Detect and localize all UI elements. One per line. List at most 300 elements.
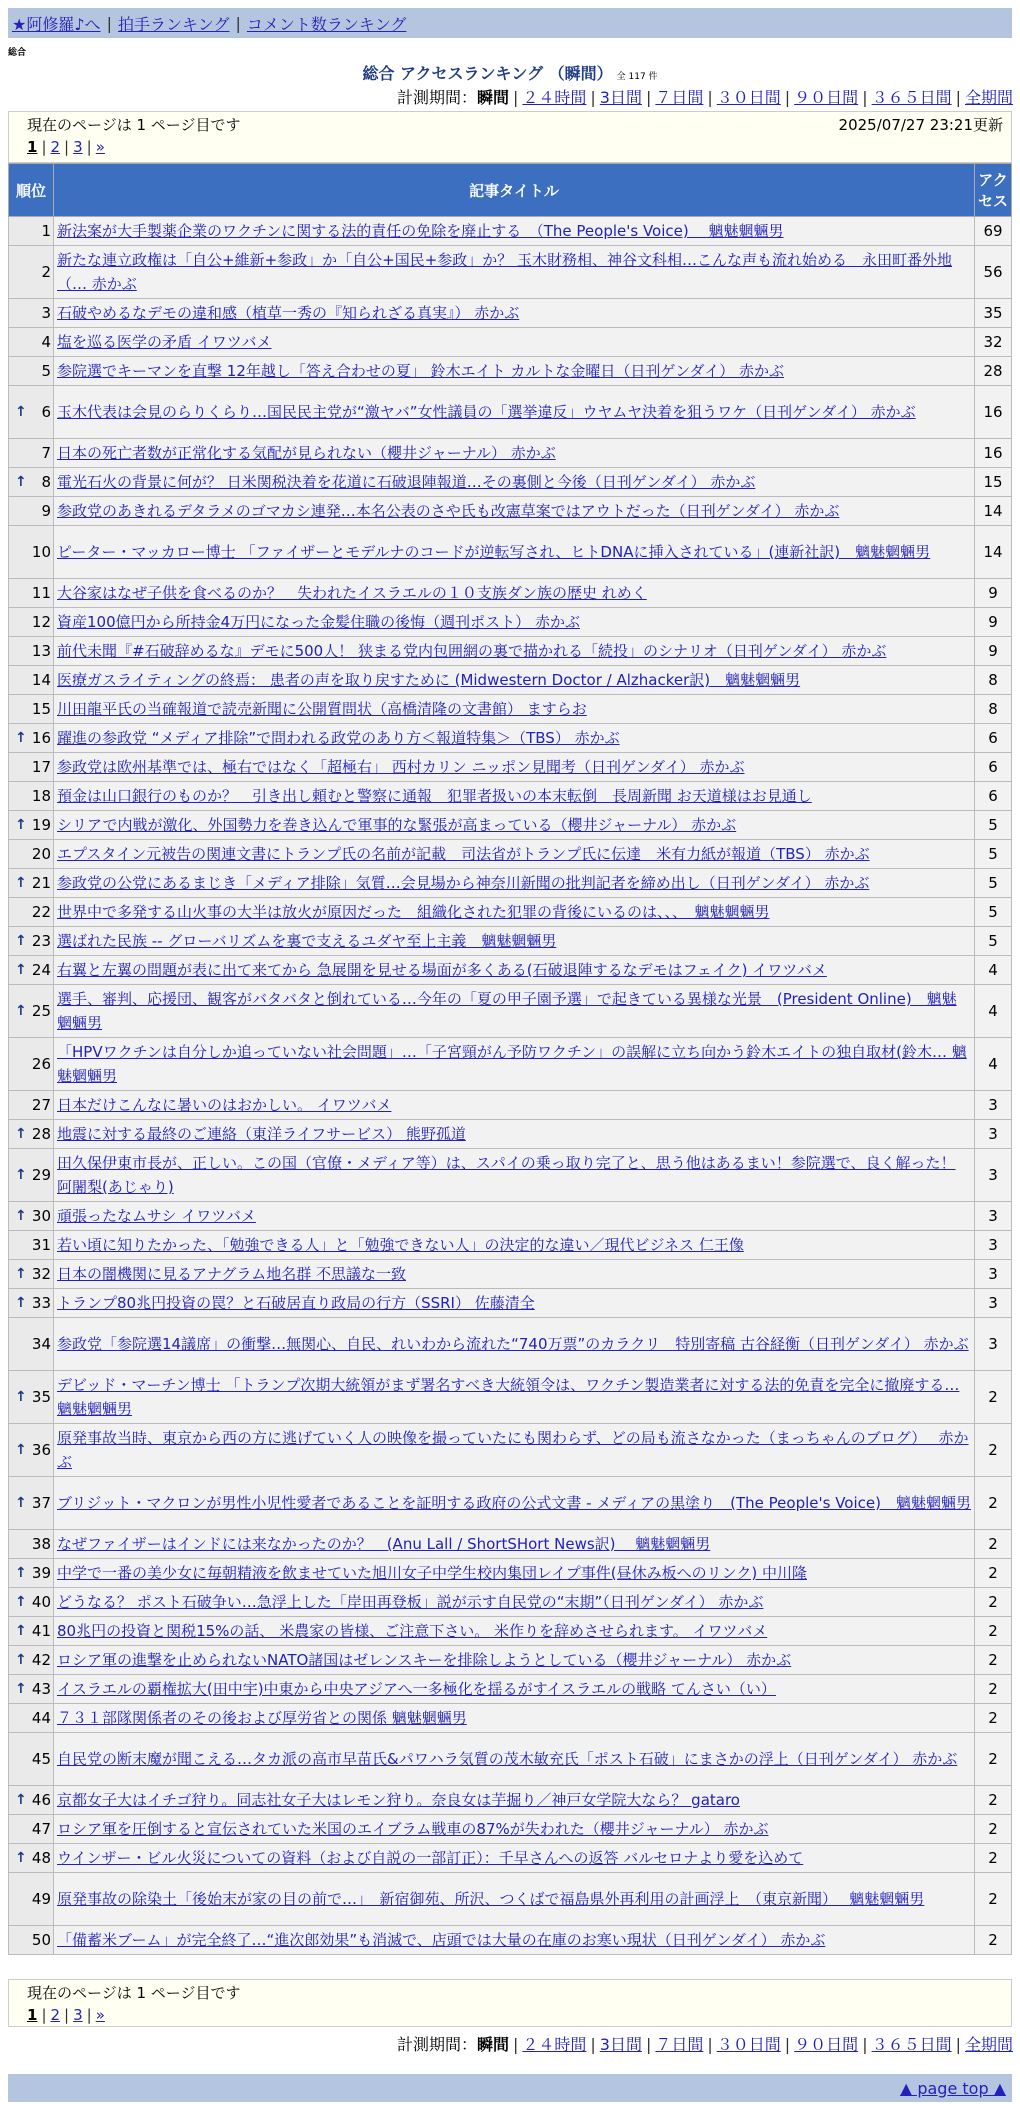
period-link[interactable]: ３６５日間 (871, 88, 952, 107)
rank-number: 17 (31, 758, 51, 776)
table-row (9, 782, 1012, 811)
title-cell (54, 1844, 975, 1873)
rank-number: 8 (41, 473, 51, 491)
period-link[interactable]: ３６５日間 (871, 2035, 952, 2054)
access-count: 3 (975, 1231, 1012, 1260)
rank-cell (9, 898, 54, 927)
period-current: 瞬間 (476, 2035, 509, 2054)
article-link[interactable]: 田久保伊東市長が、正しい。この国（官僚・メディア等）は、スパイの乗っ取り完了と、思う他はあるまい！参院選で、良く解った！ 阿闍梨(あじゃり) (57, 1154, 956, 1196)
rank-number: 15 (31, 700, 51, 718)
applause-ranking-link[interactable]: 拍手ランキング (117, 14, 230, 34)
updated-timestamp: 2025/07/27 23:21更新 (838, 116, 1003, 134)
current-page-text: 現在のページは 1 ページ目です (27, 116, 241, 134)
article-link[interactable]: ロシア軍を圧倒すると宣伝されていた米国のエイブラム戦車の87%が失われた（櫻井ジャーナル） 赤かぶ (57, 1820, 769, 1838)
table-row (9, 246, 1012, 299)
access-count: 16 (975, 386, 1012, 439)
period-separator: | (784, 2035, 791, 2054)
period-link[interactable]: 3日間 (599, 88, 642, 107)
access-count: 2 (975, 1530, 1012, 1559)
article-link[interactable]: エプスタイン元被告の関連文書にトランプ氏の名前が記載 司法省がトランプ氏に伝達 米有力紙が報道（TBS） 赤かぶ (57, 845, 870, 863)
table-row (9, 1202, 1012, 1231)
article-link[interactable]: どうなる？ ポスト石破争い…急浮上した「岸田再登板」説が示す自民党の“末期”（日刊ゲンダイ） 赤かぶ (57, 1593, 764, 1611)
article-link[interactable]: 京都女子大はイチゴ狩り。同志社女子大はレモン狩り。奈良女は芋掘り／神戸女学院大なら？ gataro (57, 1791, 740, 1809)
table-row (9, 695, 1012, 724)
table-row (9, 1260, 1012, 1289)
article-link[interactable]: 若い頃に知りたかった、「勉強できる人」と「勉強できない人」の決定的な違い／現代ビジネス 仁王像 (57, 1236, 744, 1254)
rank-up-arrow-icon: ↑ (15, 817, 27, 833)
rank-up-arrow-icon: ↑ (15, 1126, 27, 1142)
title-cell (54, 1038, 975, 1091)
article-link[interactable]: 自民党の断末魔が聞こえる…タカ派の高市早苗氏&パワハラ気質の茂木敏充氏「ポスト石破」にまさかの浮上（日刊ゲンダイ） 赤かぶ (57, 1750, 958, 1768)
rank-up-arrow-icon: ↑ (15, 875, 27, 891)
title-cell (54, 1091, 975, 1120)
table-row (9, 1091, 1012, 1120)
rank-cell (9, 328, 54, 357)
rank-cell (9, 927, 54, 956)
access-count: 9 (975, 608, 1012, 637)
rank-cell (9, 1038, 54, 1091)
access-count: 2 (975, 1371, 1012, 1424)
rank-number: 50 (31, 1931, 51, 1949)
title-cell (54, 1231, 975, 1260)
access-count: 69 (975, 217, 1012, 246)
rank-number: 5 (41, 362, 51, 380)
access-count: 32 (975, 328, 1012, 357)
pagination (27, 2006, 1003, 2024)
title-cell (54, 468, 975, 497)
period-label: 計測期間： (396, 2035, 477, 2054)
total-count: 全 117 件 (616, 72, 658, 82)
rank-number: 43 (31, 1680, 51, 1698)
title-cell (54, 1588, 975, 1617)
rank-up-arrow-icon: ↑ (15, 404, 27, 420)
rank-cell (9, 1733, 54, 1786)
article-link[interactable]: ロシア軍の進撃を止められないNATO諸国はゼレンスキーを排除しようとしている（櫻井ジャーナル） 赤かぶ (57, 1651, 792, 1669)
page-info-bottom (8, 1979, 1012, 2027)
page-link[interactable]: » (95, 138, 105, 156)
rank-cell (9, 1289, 54, 1318)
rank-number: 47 (31, 1820, 51, 1838)
rank-number: 44 (31, 1709, 51, 1727)
period-separator: | (590, 88, 596, 107)
access-count: 3 (975, 1202, 1012, 1231)
table-row (9, 985, 1012, 1038)
title-cell (54, 1371, 975, 1424)
rank-cell (9, 1704, 54, 1733)
rank-header: 順位 (9, 164, 54, 217)
page-link[interactable]: 2 (50, 138, 61, 156)
article-link[interactable]: 預金は山口銀行のものか？ 引き出し頼むと警察に通報 犯罪者扱いの本末転倒 長周新聞 お天道様はお見通し (57, 787, 812, 805)
article-link[interactable]: 参院選でキーマンを直撃 12年越し「答え合わせの夏」 鈴木エイト カルトな金曜日（日刊ゲンダイ） 赤かぶ (57, 362, 784, 380)
rank-number: 1 (41, 222, 51, 240)
article-link[interactable]: 新たな連立政権は「自公+維新+参政」か「自公+国民+参政」か？ 玉木財務相、神谷文科相…こんな声も流れ始める 永田町番外地（… 赤かぶ (57, 251, 953, 293)
title-cell (54, 1646, 975, 1675)
rank-up-arrow-icon: ↑ (15, 1850, 27, 1866)
rank-cell (9, 1371, 54, 1424)
title-cell (54, 898, 975, 927)
period-link[interactable]: 3日間 (599, 2035, 642, 2054)
period-link[interactable]: 全期間 (964, 88, 1013, 107)
page-separator: | (86, 2006, 92, 2024)
article-link[interactable]: 原発事故の除染土「後始末が家の目の前で…」 新宿御苑、所沢、つくばで福島県外再利用の計画浮上 （東京新聞） 魑魅魍魎男 (57, 1890, 925, 1908)
access-count: 28 (975, 357, 1012, 386)
access-count: 2 (975, 1926, 1012, 1955)
rank-cell (9, 869, 54, 898)
rank-number: 39 (31, 1564, 51, 1582)
article-link[interactable]: イスラエルの覇権拡大(田中宇)中東から中央アジアへ一多極化を揺るがすイスラエルの戦略 てんさい（い） (57, 1680, 776, 1698)
rank-number: 37 (31, 1494, 51, 1512)
section-label: 総合 (8, 48, 27, 58)
title-cell (54, 869, 975, 898)
access-count: 4 (975, 1038, 1012, 1091)
table-row (9, 1289, 1012, 1318)
page-current: 1 (27, 2006, 38, 2024)
title-cell (54, 1477, 975, 1530)
rank-number: 36 (31, 1441, 51, 1459)
article-link[interactable]: 資産100億円から所持金4万円になった金髪住職の後悔（週刊ポスト） 赤かぶ (57, 613, 580, 631)
page-current: 1 (27, 138, 38, 156)
article-link[interactable]: ピーター・マッカロー博士 「ファイザーとモデルナのコードが逆転写され、ヒトDNAに挿入されている」(連新社訳) 魑魅魍魎男 (57, 543, 931, 561)
ranking-title: 総合 アクセスランキング （瞬間） (362, 64, 613, 83)
nav-separator: | (106, 13, 112, 33)
article-link[interactable]: デビッド・マーチン博士 「トランプ次期大統領がまず署名すべき大統領令は、ワクチン製造業者に対する法的免責を完全に撤廃する… 魑魅魍魎男 (57, 1376, 960, 1418)
period-separator: | (955, 2035, 961, 2054)
period-link[interactable]: ３０日間 (716, 88, 781, 107)
article-link[interactable]: 世界中で多発する山火事の大半は放火が原因だった 組織化された犯罪の背後にいるのは、、、 魑魅魍魎男 (57, 903, 770, 921)
pagination (27, 138, 1003, 156)
rank-up-arrow-icon: ↑ (15, 1652, 27, 1668)
table-row (9, 1038, 1012, 1091)
table-row (9, 753, 1012, 782)
access-count: 15 (975, 468, 1012, 497)
rank-up-arrow-icon: ↑ (15, 933, 27, 949)
rank-up-arrow-icon: ↑ (15, 1208, 27, 1224)
page-link[interactable]: » (95, 2006, 105, 2024)
access-count: 2 (975, 1704, 1012, 1733)
page-link[interactable]: 3 (73, 2006, 83, 2024)
period-link[interactable]: 全期間 (964, 2035, 1013, 2054)
title-cell (54, 386, 975, 439)
period-separator: | (784, 88, 791, 107)
article-link[interactable]: 玉木代表は会見のらりくらり…国民民主党が“激ヤバ”女性議員の「選挙違反」ウヤムヤ決着を狙うワケ（日刊ゲンダイ） 赤かぶ (57, 403, 916, 421)
period-link[interactable]: ７日間 (655, 2035, 704, 2054)
table-row (9, 1646, 1012, 1675)
rank-up-arrow-icon: ↑ (15, 1442, 27, 1458)
title-cell (54, 927, 975, 956)
period-current: 瞬間 (476, 88, 509, 107)
ranking-table (8, 163, 1012, 1955)
period-link[interactable]: ９０日間 (794, 2035, 859, 2054)
rank-number: 26 (31, 1055, 51, 1073)
page-info-top (8, 111, 1012, 163)
rank-cell (9, 468, 54, 497)
rank-number: 28 (31, 1125, 51, 1143)
article-link[interactable]: 「HPVワクチンは自分しか追っていない社会問題」…「子宮頸がん予防ワクチン」の誤解に立ち向かう鈴木エイトの独自取材(鈴木… 魑魅魍魎男 (57, 1043, 967, 1085)
access-count: 4 (975, 985, 1012, 1038)
rank-number: 40 (31, 1593, 51, 1611)
table-row (9, 1926, 1012, 1955)
article-link[interactable]: 「備蓄米ブーム」が完全終了…“進次郎効果”も消滅で、店頭では大量の在庫のお寒い現状（日刊ゲンダイ） 赤かぶ (57, 1931, 826, 1949)
rank-number: 13 (31, 642, 51, 660)
title-cell (54, 217, 975, 246)
period-separator: | (862, 88, 868, 107)
title-cell (54, 1530, 975, 1559)
period-separator: | (707, 88, 713, 107)
table-row (9, 666, 1012, 695)
page-link[interactable]: 3 (73, 138, 83, 156)
page-separator: | (41, 2006, 47, 2024)
period-link[interactable]: ７日間 (655, 88, 704, 107)
title-cell (54, 1120, 975, 1149)
title-cell (54, 608, 975, 637)
rank-cell (9, 608, 54, 637)
table-row (9, 1873, 1012, 1926)
page-separator: | (64, 138, 70, 156)
article-link[interactable]: 参政党は欧州基準では、極右ではなく「超極右」 西村カリン ニッポン見聞考（日刊ゲンダイ） 赤かぶ (57, 758, 745, 776)
article-link[interactable]: ブリジット・マクロンが男性小児性愛者であることを証明する政府の公式文書 - メディアの黒塗り (The People's Voice) 魑魅魍魎男 (57, 1494, 971, 1512)
article-link[interactable]: ウインザー・ビル火災についての資料（および自説の一部訂正）：千早さんへの返答 バルセロナより愛を込めて (57, 1849, 804, 1867)
rank-up-arrow-icon: ↑ (15, 730, 27, 746)
access-count: 2 (975, 1424, 1012, 1477)
article-link[interactable]: 大谷家はなぜ子供を食べるのか？ 失われたイスラエルの１０支族ダン族の歴史 れめく (57, 584, 647, 602)
article-link[interactable]: 医療ガスライティングの終焉： 患者の声を取り戻すために (Midwestern Doctor / Alzhacker訳) 魑魅魍魎男 (57, 671, 801, 689)
title-cell (54, 1617, 975, 1646)
table-row (9, 1675, 1012, 1704)
rank-number: 20 (31, 845, 51, 863)
rank-cell (9, 811, 54, 840)
rank-cell (9, 386, 54, 439)
rank-number: 30 (31, 1207, 51, 1225)
article-link[interactable]: 参政党「参院選14議席」の衝撃…無関心、自民、れいわから流れた“740万票”のカラクリ 特別寄稿 古谷経衡（日刊ゲンダイ） 赤かぶ (57, 1335, 969, 1353)
rank-number: 4 (41, 333, 51, 351)
article-link[interactable]: 新法案が大手製薬企業のワクチンに関する法的責任の免除を廃止する （The People's Voice) 魑魅魍魎男 (57, 222, 784, 240)
rank-cell (9, 439, 54, 468)
rank-up-arrow-icon: ↑ (15, 1623, 27, 1639)
rank-cell (9, 1530, 54, 1559)
article-link[interactable]: 川田龍平氏の当確報道で読売新聞に公開質問状（高橋清隆の文書館） ますらお (57, 700, 587, 718)
page-link[interactable]: 2 (50, 2006, 61, 2024)
table-row (9, 299, 1012, 328)
top-nav-bar (8, 8, 1012, 38)
rank-number: 33 (31, 1294, 51, 1312)
article-link[interactable]: ７３１部隊関係者のその後および厚労省との関係 魑魅魍魎男 (57, 1709, 467, 1727)
title-cell (54, 695, 975, 724)
rank-cell (9, 840, 54, 869)
rank-up-arrow-icon: ↑ (15, 1594, 27, 1610)
page-top-link[interactable]: ▲ page top ▲ (899, 2078, 1006, 2098)
rank-cell (9, 299, 54, 328)
rank-cell (9, 637, 54, 666)
article-link[interactable]: 日本だけこんなに暑いのはおかしい。 イワツバメ (57, 1096, 392, 1114)
access-count: 14 (975, 526, 1012, 579)
article-link[interactable]: 原発事故当時、東京から西の方に逃げていく人の映像を撮っていたにも関わらず、どの局も流さなかった（まっちゃんのブログ） 赤かぶ (57, 1429, 969, 1471)
article-link[interactable]: シリアで内戦が激化、外国勢力を巻き込んで軍事的な緊張が高まっている（櫻井ジャーナル） 赤かぶ (57, 816, 737, 834)
rank-cell (9, 217, 54, 246)
article-link[interactable]: 電光石火の背景に何が？ 日米関税決着を花道に石破退陣報道…その裏側と今後（日刊ゲンダイ） 赤かぶ (57, 473, 756, 491)
table-row (9, 1231, 1012, 1260)
access-count: 16 (975, 439, 1012, 468)
period-separator: | (707, 2035, 713, 2054)
title-cell (54, 1149, 975, 1202)
access-count: 2 (975, 1646, 1012, 1675)
title-cell (54, 1289, 975, 1318)
rank-cell (9, 1559, 54, 1588)
title-cell (54, 724, 975, 753)
table-row (9, 386, 1012, 439)
rank-up-arrow-icon: ↑ (15, 1792, 27, 1808)
home-link[interactable]: ★阿修羅♪へ (12, 14, 101, 34)
title-cell (54, 357, 975, 386)
title-cell (54, 1202, 975, 1231)
rank-cell (9, 956, 54, 985)
rank-number: 6 (41, 403, 51, 421)
rank-cell (9, 1424, 54, 1477)
title-cell (54, 1318, 975, 1371)
title-cell (54, 956, 975, 985)
access-count: 3 (975, 1149, 1012, 1202)
rank-number: 11 (31, 584, 51, 602)
rank-number: 29 (31, 1166, 51, 1184)
rank-number: 7 (41, 444, 51, 462)
article-link[interactable]: 参政党のあきれるデタラメのゴマカシ連発…本名公表のさや氏も改憲草案ではアウトだった（日刊ゲンダイ） 赤かぶ (57, 502, 840, 520)
article-link[interactable]: 頑張ったなムサシ イワツバメ (57, 1207, 256, 1225)
title-cell (54, 840, 975, 869)
rank-cell (9, 526, 54, 579)
title-cell (54, 1675, 975, 1704)
table-row (9, 497, 1012, 526)
title-cell (54, 666, 975, 695)
rank-number: 31 (31, 1236, 51, 1254)
article-link[interactable]: 地震に対する最終のご連絡（東洋ライフサービス） 熊野孤道 (57, 1125, 466, 1143)
rank-number: 41 (31, 1622, 51, 1640)
table-row (9, 637, 1012, 666)
access-count: 2 (975, 1559, 1012, 1588)
period-separator: | (590, 2035, 596, 2054)
rank-cell (9, 497, 54, 526)
rank-number: 34 (31, 1335, 51, 1353)
rank-up-arrow-icon: ↑ (15, 1565, 27, 1581)
access-count: 2 (975, 1617, 1012, 1646)
period-link[interactable]: ２４時間 (522, 88, 587, 107)
period-selector-bottom (397, 2032, 1013, 2055)
article-link[interactable]: 選手、審判、応援団、観客がバタバタと倒れている…今年の「夏の甲子園予選」で起きている異様な光景 (President Online) 魑魅魍魎男 (57, 990, 957, 1032)
rank-cell (9, 1149, 54, 1202)
title-cell (54, 811, 975, 840)
rank-number: 9 (41, 502, 51, 520)
table-row (9, 328, 1012, 357)
table-row (9, 1424, 1012, 1477)
article-link[interactable]: 前代未聞『#石破辞めるな』デモに500人！ 狭まる党内包囲網の裏で描かれる「続投」のシナリオ（日刊ゲンダイ） 赤かぶ (57, 642, 887, 660)
period-link[interactable]: ９０日間 (794, 88, 859, 107)
rank-number: 45 (31, 1750, 51, 1768)
access-count: 2 (975, 1588, 1012, 1617)
table-row (9, 724, 1012, 753)
page-separator: | (64, 2006, 70, 2024)
article-link[interactable]: 80兆円の投資と関税15%の話、 米農家の皆様、ご注意下さい。 米作りを辞めさせられます。 イワツバメ (57, 1622, 768, 1640)
period-link[interactable]: ２４時間 (522, 2035, 587, 2054)
access-count: 6 (975, 724, 1012, 753)
article-link[interactable]: 選ばれた民族 -- グローバリズムを裏で支えるユダヤ至上主義 魑魅魍魎男 (57, 932, 557, 950)
rank-number: 42 (31, 1651, 51, 1669)
rank-up-arrow-icon: ↑ (15, 474, 27, 490)
table-row (9, 608, 1012, 637)
rank-number: 21 (31, 874, 51, 892)
title-cell (54, 328, 975, 357)
article-link[interactable]: 塩を巡る医学の矛盾 イワツバメ (57, 333, 272, 351)
access-count: 56 (975, 246, 1012, 299)
rank-number: 48 (31, 1849, 51, 1867)
rank-number: 32 (31, 1265, 51, 1283)
rank-up-arrow-icon: ↑ (15, 1389, 27, 1405)
article-link[interactable]: 躍進の参政党 “メディア排除”で問われる政党のあり方＜報道特集＞（TBS） 赤かぶ (57, 729, 620, 747)
rank-cell (9, 1617, 54, 1646)
table-row (9, 1588, 1012, 1617)
article-link[interactable]: 日本の死亡者数が正常化する気配が見られない（櫻井ジャーナル） 赤かぶ (57, 444, 556, 462)
page-separator: | (86, 138, 92, 156)
rank-number: 10 (31, 543, 51, 561)
page-title (0, 61, 1020, 84)
table-row (9, 439, 1012, 468)
table-row (9, 579, 1012, 608)
rank-cell (9, 1844, 54, 1873)
rank-cell (9, 1675, 54, 1704)
period-link[interactable]: ３０日間 (716, 2035, 781, 2054)
access-count: 2 (975, 1733, 1012, 1786)
rank-number: 24 (31, 961, 51, 979)
rank-cell (9, 666, 54, 695)
rank-cell (9, 1202, 54, 1231)
table-row (9, 1559, 1012, 1588)
table-row (9, 1733, 1012, 1786)
rank-number: 27 (31, 1096, 51, 1114)
article-link[interactable]: トランプ80兆円投資の罠？と石破居直り政局の行方（SSRI） 佐藤清全 (57, 1294, 535, 1312)
rank-cell (9, 1477, 54, 1530)
access-count: 5 (975, 927, 1012, 956)
article-link[interactable]: なぜファイザーはインドには来なかったのか？ (Anu Lall / ShortSHort News訳) 魑魅魍魎男 (57, 1535, 711, 1553)
access-header: アクセス (975, 164, 1012, 217)
rank-cell (9, 724, 54, 753)
title-cell (54, 782, 975, 811)
title-header: 記事タイトル (54, 164, 975, 217)
access-count: 2 (975, 1675, 1012, 1704)
rank-up-arrow-icon: ↑ (15, 1266, 27, 1282)
title-cell (54, 526, 975, 579)
table-row (9, 869, 1012, 898)
article-link[interactable]: 日本の闇機関に見るアナグラム地名群 不思議な一致 (57, 1265, 407, 1283)
article-link[interactable]: 石破やめるなデモの違和感（植草一秀の『知られざる真実』） 赤かぶ (57, 304, 520, 322)
footer-bar (8, 2074, 1012, 2102)
rank-cell (9, 1091, 54, 1120)
comment-ranking-link[interactable]: コメント数ランキング (246, 14, 407, 34)
access-count: 3 (975, 1318, 1012, 1371)
access-count: 4 (975, 956, 1012, 985)
title-cell (54, 637, 975, 666)
access-count: 3 (975, 1289, 1012, 1318)
article-link[interactable]: 右翼と左翼の問題が表に出て来てから 急展開を見せる場面が多くある(石破退陣するなデモはフェイク) イワツバメ (57, 961, 827, 979)
period-separator: | (645, 2035, 652, 2054)
access-count: 6 (975, 753, 1012, 782)
period-separator: | (955, 88, 961, 107)
article-link[interactable]: 参政党の公党にあるまじき「メディア排除」気質…会見場から神奈川新聞の批判記者を締め出し（日刊ゲンダイ） 赤かぶ (57, 874, 870, 892)
title-cell (54, 497, 975, 526)
table-row (9, 1815, 1012, 1844)
article-link[interactable]: 中学で一番の美少女に毎朝精液を飲ませていた旭川女子中学生校内集団レイプ事件(昼休み板へのリンク) 中川隆 (57, 1564, 807, 1582)
rank-cell (9, 1926, 54, 1955)
access-count: 2 (975, 1815, 1012, 1844)
rank-number: 14 (31, 671, 51, 689)
access-count: 2 (975, 1873, 1012, 1926)
rank-cell (9, 695, 54, 724)
